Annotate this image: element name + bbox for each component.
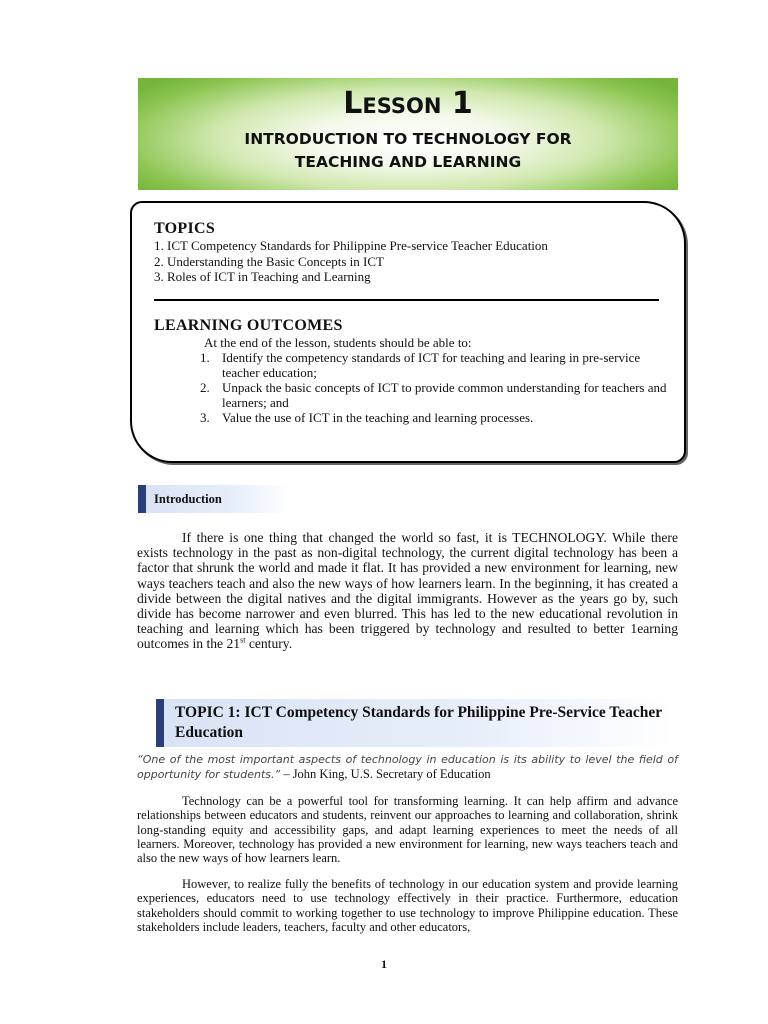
topic1-paragraph: Technology can be a powerful tool for transforming learning. It can help affirm and advance relationships between educators and students, reinvent our approaches to learning and collaboration, shrink long-standing equity and accessibility gaps, and adapt learning experiences to meet the needs of all learners. Moreover, technology has provided a new environment for learning, new ways teachers teach and also the new ways of how learners learn. (137, 794, 678, 866)
introduction-header (138, 485, 292, 513)
topic1-header (156, 699, 674, 747)
topics-outcomes-box (130, 201, 686, 463)
introduction-heading: Introduction (146, 485, 292, 513)
lesson-subtitle-line2: TEACHING AND LEARNING (294, 153, 522, 171)
lesson-subtitle-line1: INTRODUCTION TO TECHNOLOGY FOR (244, 130, 572, 148)
introduction-text: If there is one thing that changed the world so fast, it is TECHNOLOGY. While there exists technology in the past as non-digital technology, the current digital technology has been a factor that shrunk the world and made it flat. It has provided a new environment for learning, new ways teachers teach and also the new ways of how learners learn. In the beginning, it has created a divide between the digital natives and the digital immigrants. However as the years go by, such divide has become narrower and even blurred. This has led to the new educational revolution in teaching and learning which has been triggered by technology and resulted to better 1earning outcomes in the 21 (137, 530, 678, 652)
topics-heading: TOPICS (154, 220, 216, 237)
topic1-heading: TOPIC 1: ICT Competency Standards for Philippine Pre-Service Teacher Education (164, 699, 674, 747)
topic1-paragraph: However, to realize fully the benefits of technology in our education system and provide learning experiences, educators need to use technology effectively in their practice. Furthermore, education stakeholders should commit to working together to use technology to improve Philippine education. These stakeholders include leaders, teachers, faculty and other educators, (137, 877, 678, 934)
outcome-text: Identify the competency standards of ICT for teaching and learing in pre-service teacher education; (222, 350, 641, 380)
outcome-item (200, 410, 670, 425)
quote-text: “One of the most important aspects of technology in education is its ability to level the field of opportunity for students.” (137, 753, 678, 781)
page-number: 1 (381, 957, 387, 971)
outcome-list (200, 350, 670, 425)
section-divider (154, 299, 659, 301)
lesson-title: Lesson 1 (343, 86, 473, 121)
topic-item: 3. Roles of ICT in Teaching and Learning (154, 269, 371, 284)
lesson-subtitle (138, 128, 678, 174)
quote-block (137, 752, 678, 782)
topic-item: 2. Understanding the Basic Concepts in ICT (154, 253, 384, 269)
outcome-number: 1. (200, 350, 210, 365)
ordinal-suffix: st (240, 635, 246, 645)
outcome-text: Value the use of ICT in the teaching and learning processes. (222, 410, 534, 425)
topic-list (154, 238, 548, 285)
outcome-number: 2. (200, 380, 210, 395)
outcome-number: 3. (200, 410, 210, 425)
header-accent-bar (138, 485, 146, 513)
topic-item: 1. ICT Competency Standards for Philippine Pre-service Teacher Education (154, 238, 548, 253)
outcome-text: Unpack the basic concepts of ICT to provide common understanding for teachers and learners; and (222, 380, 667, 410)
introduction-paragraph (137, 530, 678, 652)
introduction-text-end: century. (245, 636, 293, 652)
lesson-banner (138, 78, 678, 190)
quote-attribution: – John King, U.S. Secretary of Education (280, 767, 491, 781)
outcomes-intro: At the end of the lesson, students should be able to: (204, 335, 472, 350)
learning-outcomes-heading: LEARNING OUTCOMES (154, 317, 343, 334)
outcome-item (200, 350, 670, 380)
outcome-item (200, 380, 670, 410)
header-accent-bar (156, 699, 164, 747)
